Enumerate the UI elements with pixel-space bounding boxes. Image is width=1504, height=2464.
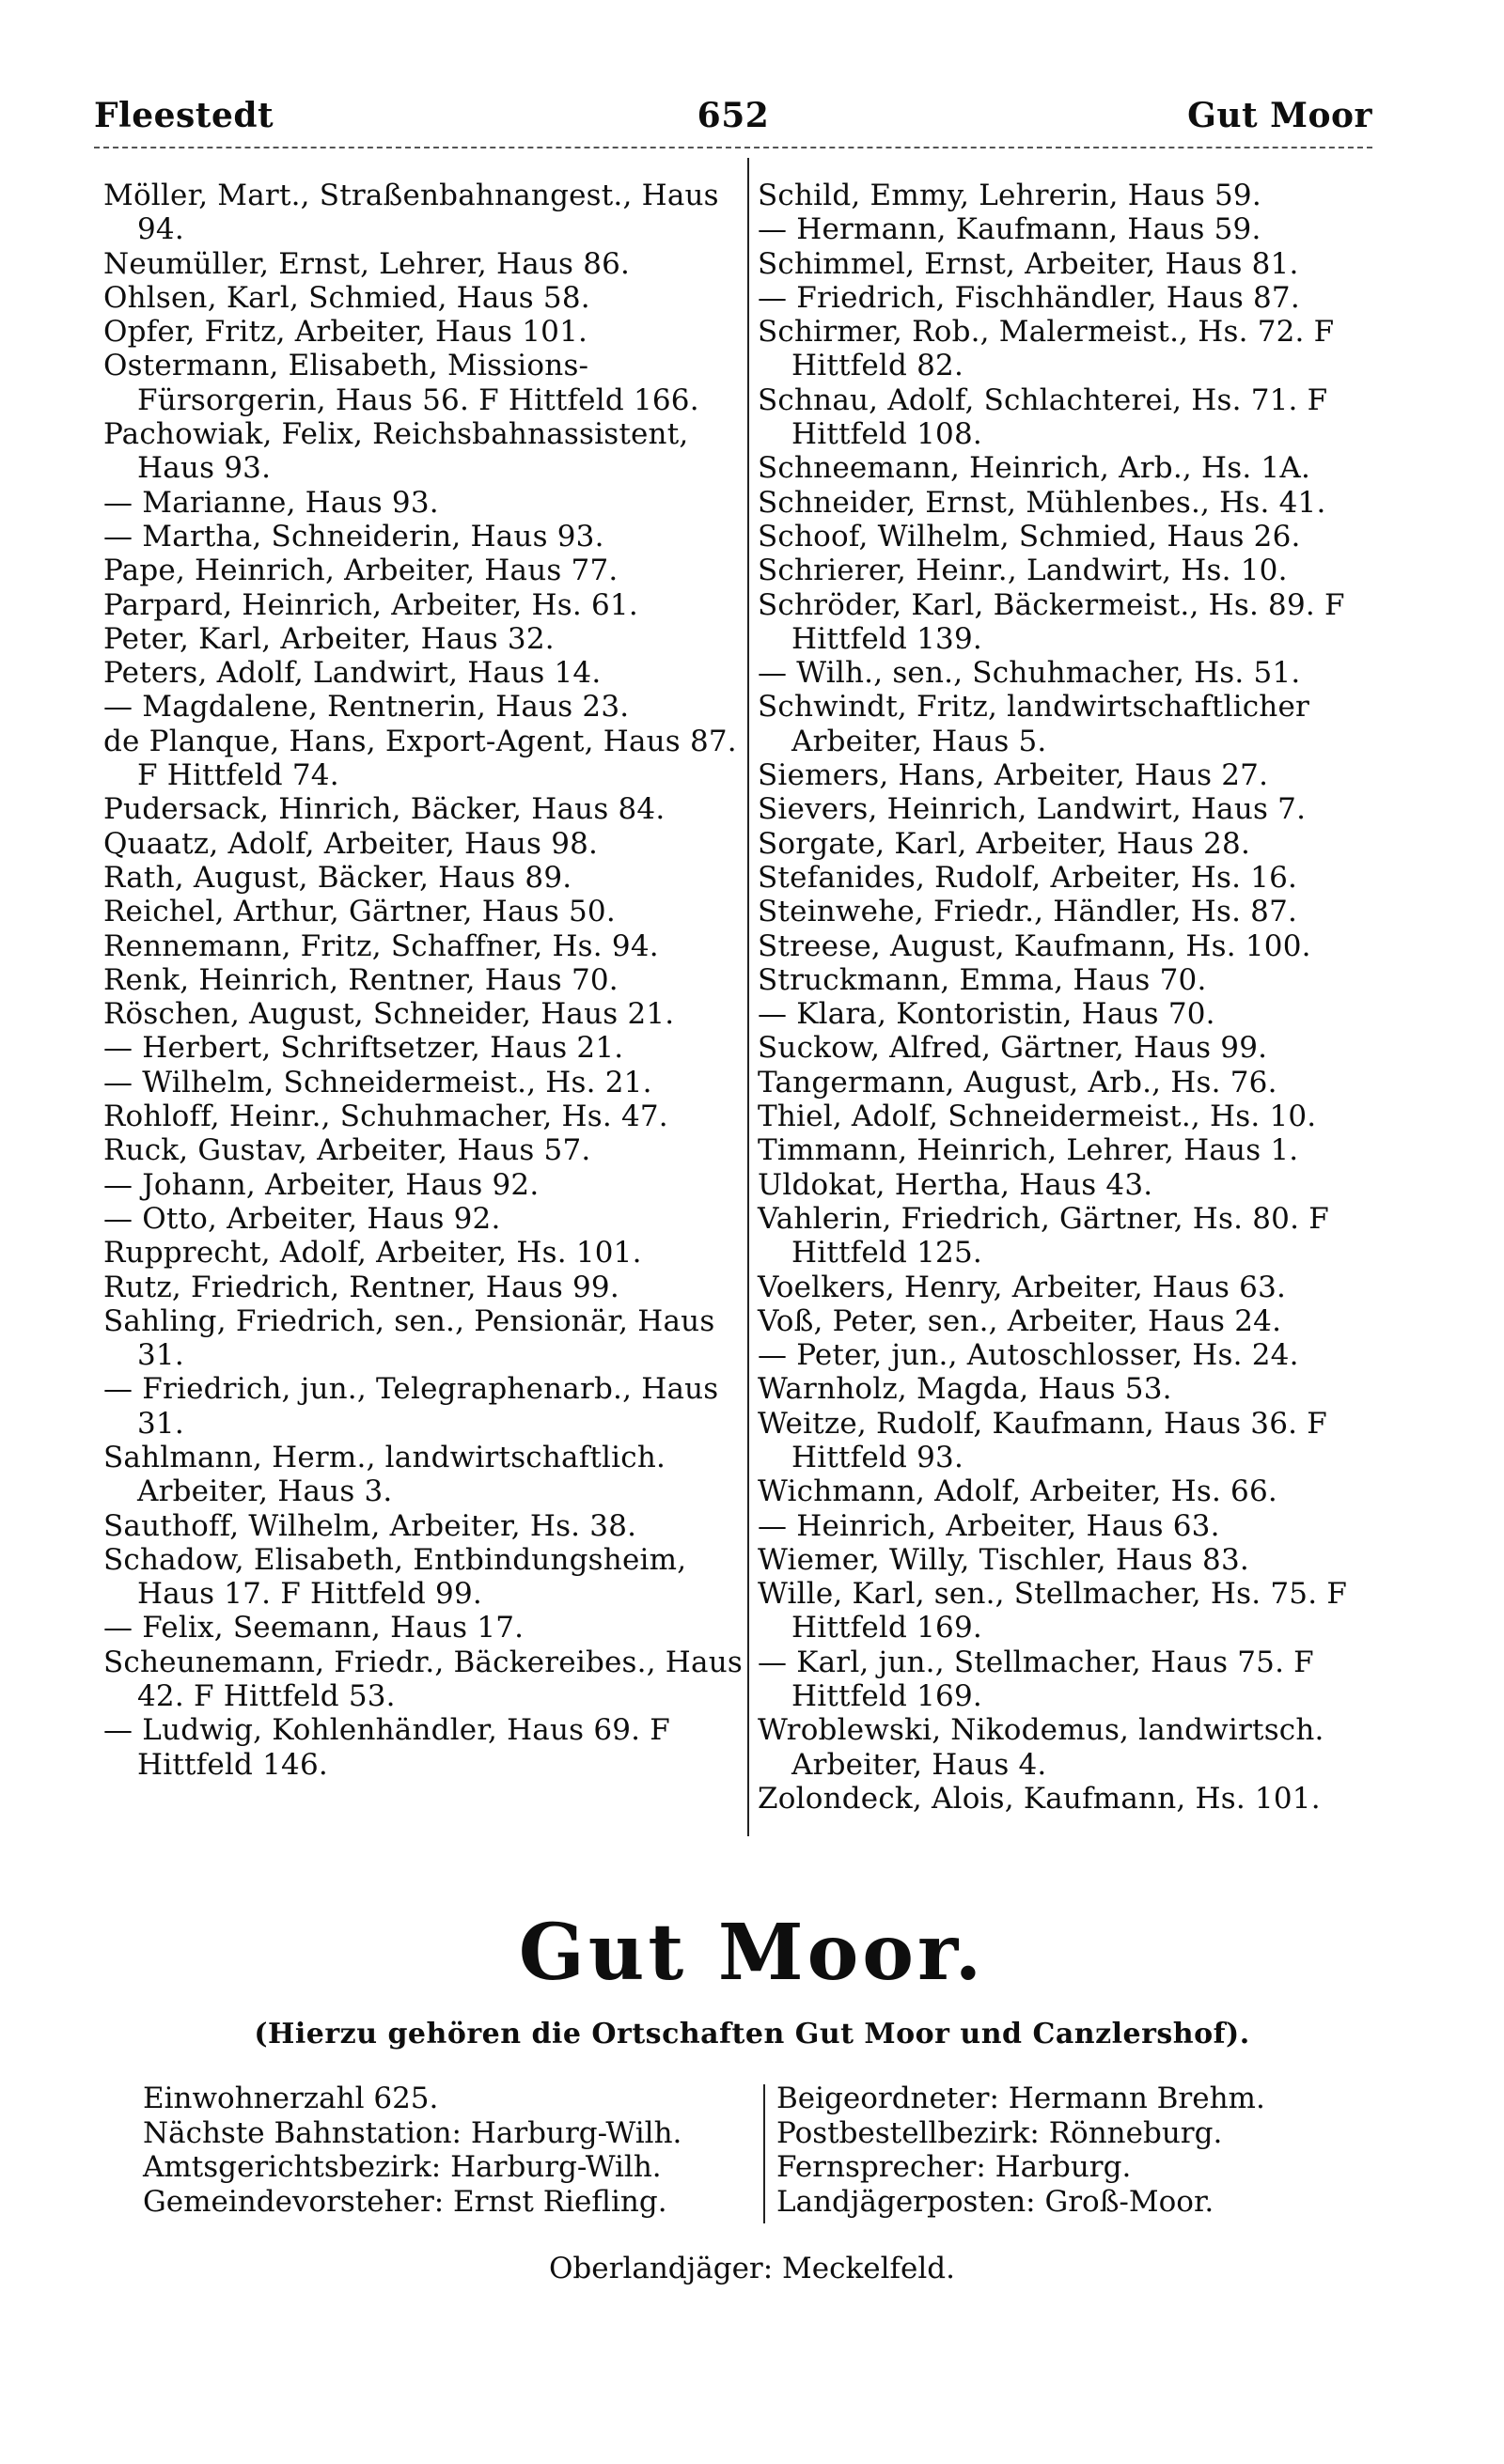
list-item: Sahling, Friedrich, sen., Pensionär, Haus 31.	[103, 1303, 715, 1373]
running-head	[94, 96, 1372, 145]
info-line: Fernsprecher: Harburg.	[776, 2150, 1132, 2184]
list-item: de Planque, Hans, Export-Agent, Haus 87. F Hittfeld 74.	[103, 724, 737, 793]
list-item: — Hermann, Kaufmann, Haus 59.	[758, 212, 1261, 247]
info-line: Landjägerposten: Groß-Moor.	[776, 2184, 1214, 2219]
list-item: Sievers, Heinrich, Landwirt, Haus 7.	[758, 792, 1307, 827]
list-item: Suckow, Alfred, Gärtner, Haus 99.	[758, 1031, 1268, 1066]
list-item: Peters, Adolf, Landwirt, Haus 14.	[103, 656, 602, 691]
list-item: — Karl, jun., Stellmacher, Haus 75. F Hittfeld 169.	[758, 1645, 1314, 1714]
list-item: — Heinrich, Arbeiter, Haus 63.	[758, 1508, 1220, 1543]
list-item: Schimmel, Ernst, Arbeiter, Haus 81.	[758, 246, 1299, 281]
column-divider	[747, 158, 749, 1836]
list-item: — Marianne, Haus 93.	[103, 485, 439, 520]
list-item: Quaatz, Adolf, Arbeiter, Haus 98.	[103, 826, 599, 861]
header-left-place: Fleestedt	[94, 96, 274, 135]
list-item: — Friedrich, jun., Telegraphenarb., Haus 31.	[103, 1372, 719, 1441]
list-item: — Herbert, Schriftsetzer, Haus 21.	[103, 1031, 624, 1066]
info-footer: Oberlandjäger: Meckelfeld.	[549, 2252, 955, 2285]
list-item: Neumüller, Ernst, Lehrer, Haus 86.	[103, 246, 631, 281]
list-item: — Ludwig, Kohlenhändler, Haus 69. F Hittfeld 146.	[103, 1713, 670, 1782]
list-item: Zolondeck, Alois, Kaufmann, Hs. 101.	[758, 1781, 1321, 1816]
list-item: Tangermann, August, Arb., Hs. 76.	[758, 1065, 1277, 1099]
list-item: Wroblewski, Nikodemus, landwirtsch. Arbeiter, Haus 4.	[758, 1713, 1324, 1782]
list-item: Rupprecht, Adolf, Arbeiter, Hs. 101.	[103, 1236, 642, 1271]
info-line: Gemeindevorsteher: Ernst Riefling.	[143, 2184, 667, 2219]
list-item: Rath, August, Bäcker, Haus 89.	[103, 860, 572, 895]
info-line: Postbestellbezirk: Rönneburg.	[776, 2115, 1223, 2150]
list-item: Wichmann, Adolf, Arbeiter, Hs. 66.	[758, 1474, 1277, 1509]
list-item: Siemers, Hans, Arbeiter, Haus 27.	[758, 758, 1269, 793]
list-item: — Otto, Arbeiter, Haus 92.	[103, 1201, 501, 1236]
list-item: Ohlsen, Karl, Schmied, Haus 58.	[103, 280, 590, 315]
list-item: Sauthoff, Wilhelm, Arbeiter, Hs. 38.	[103, 1508, 637, 1543]
list-item: Uldokat, Hertha, Haus 43.	[758, 1167, 1153, 1202]
info-divider	[763, 2084, 765, 2223]
list-item: Vahlerin, Friedrich, Gärtner, Hs. 80. F Hittfeld 125.	[758, 1201, 1329, 1271]
list-item: Wiemer, Willy, Tischler, Haus 83.	[758, 1542, 1249, 1577]
list-item: — Johann, Arbeiter, Haus 92.	[103, 1167, 540, 1202]
list-item: Schild, Emmy, Lehrerin, Haus 59.	[758, 179, 1261, 212]
list-item: Sorgate, Karl, Arbeiter, Haus 28.	[758, 826, 1251, 861]
list-item: Peter, Karl, Arbeiter, Haus 32.	[103, 621, 555, 656]
list-item: — Klara, Kontoristin, Haus 70.	[758, 997, 1215, 1032]
list-item: Stefanides, Rudolf, Arbeiter, Hs. 16.	[758, 860, 1298, 895]
list-item: Schadow, Elisabeth, Entbindungsheim, Haus 17. F Hittfeld 99.	[103, 1542, 687, 1612]
list-item: Pachowiak, Felix, Reichsbahnassistent, Haus 93.	[103, 417, 689, 486]
list-item: Ostermann, Elisabeth, Missions-Fürsorgerin, Haus 56. F Hittfeld 166.	[103, 349, 699, 417]
list-item: Wille, Karl, sen., Stellmacher, Hs. 75. F Hittfeld 169.	[758, 1577, 1348, 1645]
list-item: Möller, Mart., Straßenbahnangest., Haus 94.	[103, 179, 719, 247]
list-item: — Magdalene, Rentnerin, Haus 23.	[103, 690, 630, 725]
list-item: Parpard, Heinrich, Arbeiter, Hs. 61.	[103, 587, 638, 622]
header-rule	[94, 147, 1372, 148]
list-item: — Peter, jun., Autoschlosser, Hs. 24.	[758, 1338, 1299, 1373]
info-line: Einwohnerzahl 625.	[143, 2082, 439, 2115]
list-item: Steinwehe, Friedr., Händler, Hs. 87.	[758, 895, 1298, 929]
list-item: Warnholz, Magda, Haus 53.	[758, 1372, 1172, 1407]
list-item: Scheunemann, Friedr., Bäckereibes., Haus 42. F Hittfeld 53.	[103, 1645, 743, 1714]
list-item: — Friedrich, Fischhändler, Haus 87.	[758, 280, 1300, 315]
info-line: Nächste Bahnstation: Harburg-Wilh.	[143, 2115, 682, 2150]
list-item: Schneider, Ernst, Mühlenbes., Hs. 41.	[758, 485, 1326, 520]
header-right-place: Gut Moor	[1187, 96, 1372, 135]
right-column	[758, 179, 1399, 1816]
list-item: Timmann, Heinrich, Lehrer, Haus 1.	[758, 1133, 1299, 1168]
list-item: Pape, Heinrich, Arbeiter, Haus 77.	[103, 554, 619, 588]
list-item: Rutz, Friedrich, Rentner, Haus 99.	[103, 1270, 619, 1304]
list-item: Schröder, Karl, Bäckermeist., Hs. 89. F Hittfeld 139.	[758, 587, 1345, 656]
list-item: Pudersack, Hinrich, Bäcker, Haus 84.	[103, 792, 666, 827]
list-item: Röschen, August, Schneider, Haus 21.	[103, 997, 675, 1032]
info-line: Beigeordneter: Hermann Brehm.	[776, 2082, 1265, 2115]
list-item: — Martha, Schneiderin, Haus 93.	[103, 519, 604, 554]
page-number: 652	[697, 96, 770, 135]
section-subtitle: (Hierzu gehören die Ortschaften Gut Moor und Canzlershof).	[254, 2018, 1250, 2051]
list-item: Thiel, Adolf, Schneidermeist., Hs. 10.	[758, 1099, 1317, 1134]
list-item: Schnau, Adolf, Schlachterei, Hs. 71. F Hittfeld 108.	[758, 382, 1328, 452]
list-item: Voß, Peter, sen., Arbeiter, Haus 24.	[758, 1303, 1282, 1338]
list-item: Struckmann, Emma, Haus 70.	[758, 962, 1207, 997]
list-item: Voelkers, Henry, Arbeiter, Haus 63.	[758, 1270, 1287, 1304]
list-item: Sahlmann, Herm., landwirtschaftlich. Arbeiter, Haus 3.	[103, 1440, 666, 1509]
info-line: Amtsgerichtsbezirk: Harburg-Wilh.	[143, 2150, 662, 2184]
list-item: Opfer, Fritz, Arbeiter, Haus 101.	[103, 315, 588, 350]
list-item: Weitze, Rudolf, Kaufmann, Haus 36. F Hittfeld 93.	[758, 1406, 1327, 1474]
list-item: Schoof, Wilhelm, Schmied, Haus 26.	[758, 519, 1301, 554]
list-item: Renk, Heinrich, Rentner, Haus 70.	[103, 962, 619, 997]
list-item: Rennemann, Fritz, Schaffner, Hs. 94.	[103, 928, 659, 963]
list-item: — Felix, Seemann, Haus 17.	[103, 1611, 525, 1645]
list-item: Rohloff, Heinr., Schuhmacher, Hs. 47.	[103, 1099, 668, 1134]
list-item: — Wilh., sen., Schuhmacher, Hs. 51.	[758, 656, 1301, 691]
list-item: Schwindt, Fritz, landwirtschaftlicher Arbeiter, Haus 5.	[758, 690, 1310, 758]
list-item: Reichel, Arthur, Gärtner, Haus 50.	[103, 895, 616, 929]
section-title: Gut Moor.	[518, 1908, 986, 1998]
list-item: Schirmer, Rob., Malermeist., Hs. 72. F Hittfeld 82.	[758, 315, 1335, 383]
list-item: — Wilhelm, Schneidermeist., Hs. 21.	[103, 1065, 652, 1099]
community-info-left	[143, 2082, 752, 2219]
list-item: Schrierer, Heinr., Landwirt, Hs. 10.	[758, 554, 1288, 588]
list-item: Streese, August, Kaufmann, Hs. 100.	[758, 928, 1311, 963]
list-item: Schneemann, Heinrich, Arb., Hs. 1A.	[758, 451, 1310, 486]
left-column	[103, 179, 744, 1782]
list-item: Ruck, Gustav, Arbeiter, Haus 57.	[103, 1133, 591, 1168]
community-info-right	[776, 2082, 1378, 2219]
